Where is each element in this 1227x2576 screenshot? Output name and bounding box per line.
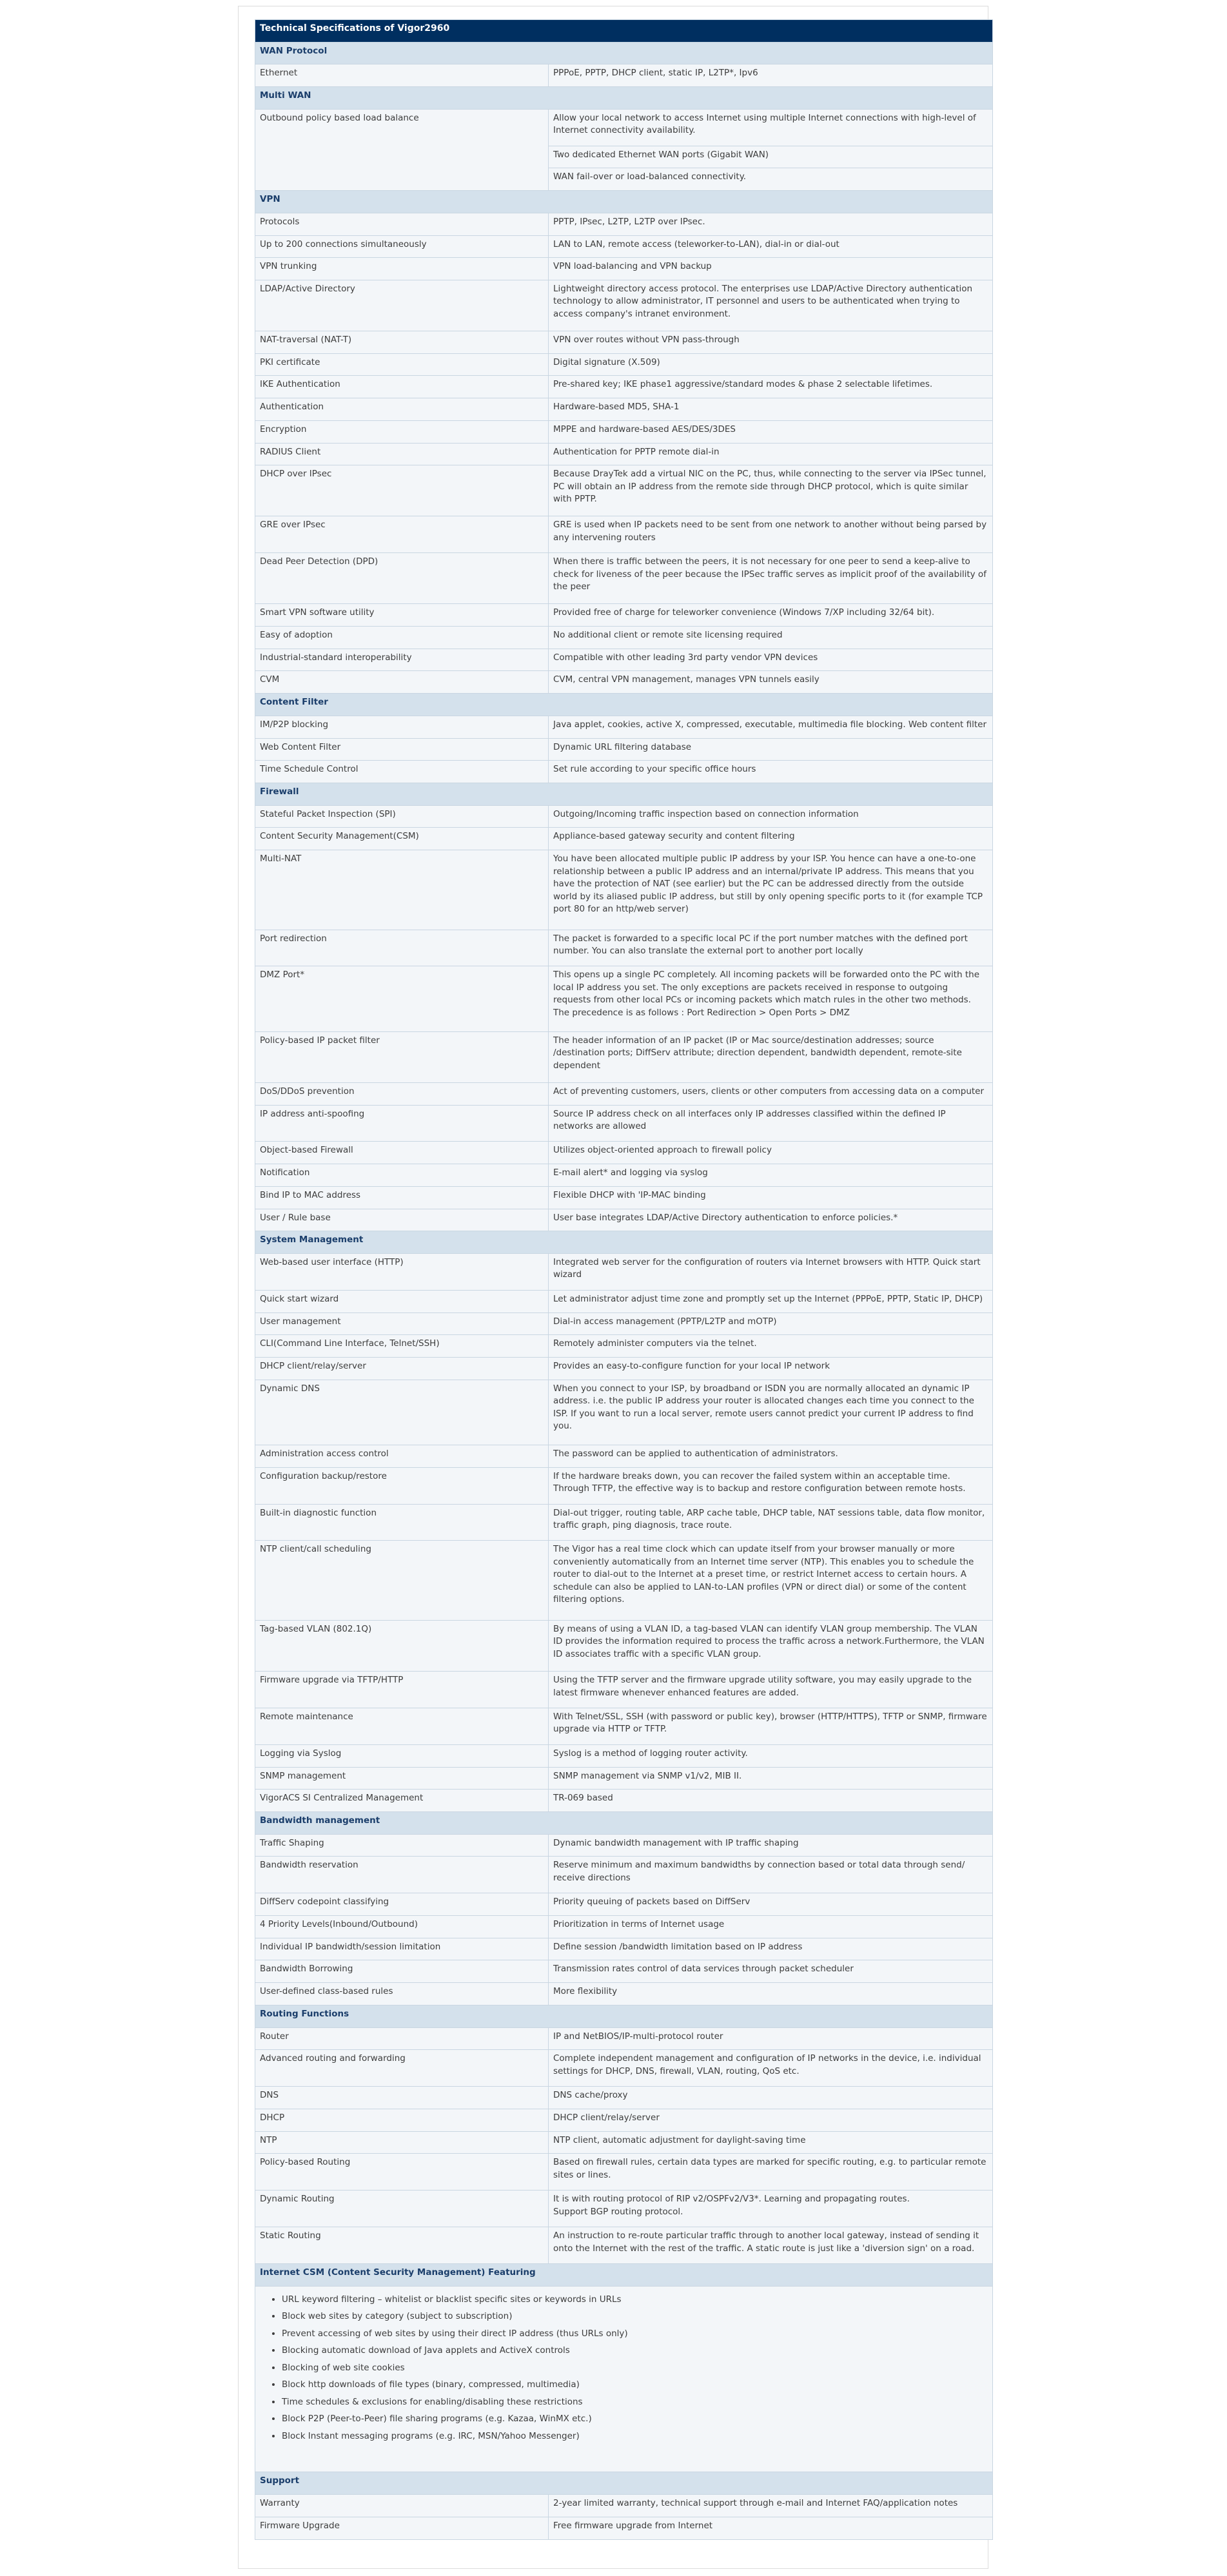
table-row: [255, 1834, 993, 1857]
table-row: [255, 738, 993, 761]
section-heading-content-filter: Content Filter: [255, 694, 993, 716]
table-row: [255, 761, 993, 783]
table-row: [255, 1744, 993, 1767]
spec-label: LDAP/Active Directory: [255, 280, 549, 331]
spec-value: LAN to LAN, remote access (teleworker-to-LAN), dial-in or dial-out: [549, 235, 993, 258]
table-row: [255, 2286, 993, 2472]
spec-label: DHCP client/relay/server: [255, 1357, 549, 1380]
section-row: [255, 2263, 993, 2286]
spec-value: Digital signature (X.509): [549, 353, 993, 376]
spec-label: User / Rule base: [255, 1209, 549, 1231]
spec-label: Firmware Upgrade: [255, 2517, 549, 2539]
spec-label: Bind IP to MAC address: [255, 1186, 549, 1209]
spec-label: PKI certificate: [255, 353, 549, 376]
spec-label: Configuration backup/restore: [255, 1467, 549, 1504]
csm-feature-list: [260, 2292, 988, 2446]
spec-value: Integrated web server for the configuration of routers via Internet browsers with HTTP. Quick start wizard: [549, 1253, 993, 1290]
table-row: [255, 1790, 993, 1812]
spec-label: Dynamic Routing: [255, 2191, 549, 2227]
spec-label: Multi-NAT: [255, 850, 549, 930]
spec-value: Syslog is a method of logging router activity.: [549, 1744, 993, 1767]
table-row: [255, 1380, 993, 1445]
spec-label: Up to 200 connections simultaneously: [255, 235, 549, 258]
spec-label: Firmware upgrade via TFTP/HTTP: [255, 1672, 549, 1708]
table-row: [255, 1960, 993, 1983]
spec-label: Advanced routing and forwarding: [255, 2050, 549, 2087]
table-row: [255, 2027, 993, 2050]
table-row: [255, 805, 993, 828]
spec-value: Prioritization in terms of Internet usage: [549, 1916, 993, 1938]
spec-value: DHCP client/relay/server: [549, 2109, 993, 2131]
spec-label: DHCP over IPsec: [255, 465, 549, 516]
spec-value: The packet is forwarded to a specific local PC if the port number matches with the defined port number. You can also translate the external port to another port locally: [549, 930, 993, 966]
table-row: [255, 2494, 993, 2517]
spec-value: If the hardware breaks down, you can recover the failed system within an acceptable time. Through TFTP, the effective way is to backup and restore configuration between remote hosts.: [549, 1467, 993, 1504]
table-row: [255, 2517, 993, 2539]
spec-value: The header information of an IP packet (IP or Mac source/destination addresses; source /destination ports; DiffServ attribute; direction dependent, bandwidth dependent, remote-site dependent: [549, 1031, 993, 1082]
spec-value: More flexibility: [549, 1983, 993, 2005]
spec-label: DHCP: [255, 2109, 549, 2131]
spec-label: Remote maintenance: [255, 1708, 549, 1744]
spec-label: CLI(Command Line Interface, Telnet/SSH): [255, 1335, 549, 1358]
table-row: [255, 1672, 993, 1708]
spec-value: Appliance-based gateway security and content filtering: [549, 828, 993, 850]
spec-label: RADIUS Client: [255, 443, 549, 465]
table-row: [255, 1445, 993, 1467]
spec-table: [255, 19, 993, 2540]
spec-label: Individual IP bandwidth/session limitation: [255, 1938, 549, 1960]
spec-value: VPN load-balancing and VPN backup: [549, 258, 993, 280]
spec-label: Bandwidth reservation: [255, 1857, 549, 1893]
list-item: • Block web sites by category (subject to subscription): [282, 2308, 988, 2326]
spec-label: 4 Priority Levels(Inbound/Outbound): [255, 1916, 549, 1938]
spec-label: Bandwidth Borrowing: [255, 1960, 549, 1983]
table-row: [255, 1105, 993, 1142]
spec-label: User management: [255, 1312, 549, 1335]
section-row: [255, 1811, 993, 1834]
table-row: [255, 1290, 993, 1312]
spec-value: Java applet, cookies, active X, compressed, executable, multimedia file blocking. Web content filter: [549, 716, 993, 738]
table-row: [255, 604, 993, 627]
spec-label: IM/P2P blocking: [255, 716, 549, 738]
spec-value: Allow your local network to access Internet using multiple Internet connections with high-level of Internet connectivity availability.: [549, 109, 993, 146]
table-row: [255, 516, 993, 553]
section-heading-firewall: Firewall: [255, 783, 993, 805]
spec-value: Because DrayTek add a virtual NIC on the PC, thus, while connecting to the server via IPSec tunnel, PC will obtain an IP address from the remote side through DHCP protocol, which is quite similar with PPTP.: [549, 465, 993, 516]
table-row: [255, 1357, 993, 1380]
table-row: [255, 966, 993, 1031]
spec-value: E-mail alert* and logging via syslog: [549, 1164, 993, 1187]
list-item: • Block http downloads of file types (binary, compressed, multimedia): [282, 2377, 988, 2394]
table-row: [255, 1893, 993, 1916]
spec-value: Act of preventing customers, users, clients or other computers from accessing data on a computer: [549, 1082, 993, 1105]
spec-value: Dynamic URL filtering database: [549, 738, 993, 761]
table-row: [255, 465, 993, 516]
spec-value: CVM, central VPN management, manages VPN tunnels easily: [549, 671, 993, 694]
table-row: [255, 1253, 993, 1290]
spec-label: Authentication: [255, 398, 549, 421]
spec-label: Easy of adoption: [255, 627, 549, 649]
spec-value: User base integrates LDAP/Active Directory authentication to enforce policies.*: [549, 1209, 993, 1231]
spec-label: Content Security Management(CSM): [255, 828, 549, 850]
spec-value: TR-069 based: [549, 1790, 993, 1812]
spec-value: Using the TFTP server and the firmware upgrade utility software, you may easily upgrade to the latest firmware whenever enhanced features are added.: [549, 1672, 993, 1708]
spec-value: GRE is used when IP packets need to be sent from one network to another without being parsed by any intervening routers: [549, 516, 993, 553]
section-row: [255, 1231, 993, 1254]
table-row: [255, 1164, 993, 1187]
spec-value: Lightweight directory access protocol. The enterprises use LDAP/Active Directory authentication technology to allow administrator, IT personnel and users to be authenticated when trying to access company's intranet environment.: [549, 280, 993, 331]
spec-value-line: It is with routing protocol of RIP v2/OSPFv2/V3*. Learning and propagating routes.: [553, 2194, 910, 2205]
spec-label: Encryption: [255, 420, 549, 443]
table-row: [255, 930, 993, 966]
section-row: [255, 2005, 993, 2027]
spec-value: PPPoE, PPTP, DHCP client, static IP, L2TP*, Ipv6: [549, 64, 993, 87]
spec-value: [549, 2191, 993, 2227]
table-row: [255, 376, 993, 398]
table-row: [255, 1620, 993, 1671]
table-row: [255, 2227, 993, 2264]
spec-value: Priority queuing of packets based on DiffServ: [549, 1893, 993, 1916]
table-row: [255, 1142, 993, 1164]
table-row: [255, 280, 993, 331]
section-heading-multi-wan: Multi WAN: [255, 87, 993, 110]
spec-label: DMZ Port*: [255, 966, 549, 1031]
spec-value: NTP client, automatic adjustment for daylight-saving time: [549, 2131, 993, 2154]
spec-label: Smart VPN software utility: [255, 604, 549, 627]
section-heading-routing-functions: Routing Functions: [255, 2005, 993, 2027]
spec-label: Traffic Shaping: [255, 1834, 549, 1857]
list-item: • Time schedules & exclusions for enabling/disabling these restrictions: [282, 2394, 988, 2412]
spec-label: Dead Peer Detection (DPD): [255, 553, 549, 604]
table-row: [255, 1186, 993, 1209]
spec-label: Time Schedule Control: [255, 761, 549, 783]
spec-label: Stateful Packet Inspection (SPI): [255, 805, 549, 828]
section-row: [255, 87, 993, 110]
list-item: • Blocking automatic download of Java applets and ActiveX controls: [282, 2343, 988, 2360]
spec-label: DNS: [255, 2087, 549, 2109]
table-row: [255, 1857, 993, 1893]
table-row: [255, 1767, 993, 1790]
table-row: [255, 353, 993, 376]
spec-value: Dial-out trigger, routing table, ARP cache table, DHCP table, NAT sessions table, data flow monitor, traffic graph, ping diagnosis, trace route.: [549, 1504, 993, 1541]
section-row: [255, 694, 993, 716]
spec-value: Hardware-based MD5, SHA-1: [549, 398, 993, 421]
table-row: [255, 1708, 993, 1744]
spec-value: IP and NetBIOS/IP-multi-protocol router: [549, 2027, 993, 2050]
spec-value: Complete independent management and configuration of IP networks in the device, i.e. individual settings for DHCP, DNS, firewall, VLAN, routing, QoS etc.: [549, 2050, 993, 2087]
spec-value: Set rule according to your specific office hours: [549, 761, 993, 783]
spec-label: Static Routing: [255, 2227, 549, 2264]
section-heading-system-management: System Management: [255, 1231, 993, 1254]
spec-value: Reserve minimum and maximum bandwidths by connection based or total data through send/ receive directions: [549, 1857, 993, 1893]
spec-value: PPTP, IPsec, L2TP, L2TP over IPsec.: [549, 213, 993, 235]
spec-value: Pre-shared key; IKE phase1 aggressive/standard modes & phase 2 selectable lifetimes.: [549, 376, 993, 398]
spec-value: Define session /bandwidth limitation based on IP address: [549, 1938, 993, 1960]
spec-label: Ethernet: [255, 64, 549, 87]
spec-label: DiffServ codepoint classifying: [255, 1893, 549, 1916]
table-row: [255, 627, 993, 649]
csm-feature-cell: [255, 2286, 993, 2472]
spec-value: Remotely administer computers via the telnet.: [549, 1335, 993, 1358]
spec-value: Flexible DHCP with 'IP-MAC binding: [549, 1186, 993, 1209]
spec-value: DNS cache/proxy: [549, 2087, 993, 2109]
list-item: • Blocking of web site cookies: [282, 2360, 988, 2377]
table-row: [255, 716, 993, 738]
table-row: [255, 671, 993, 694]
section-heading-wan-protocol: WAN Protocol: [255, 42, 993, 64]
spec-value: You have been allocated multiple public IP address by your ISP. You hence can have a one-to-one relationship between a public IP address and an internal/private IP address. This means that you have the protection of NAT (see earlier) but the PC can be addressed directly from the outside world by its aliased public IP address, but still by only opening specific ports to it (for example TCP port 80 for an http/web server): [549, 850, 993, 930]
spec-label: Router: [255, 2027, 549, 2050]
list-item: • URL keyword filtering – whitelist or blacklist specific sites or keywords in URLs: [282, 2292, 988, 2309]
spec-label: NTP client/call scheduling: [255, 1541, 549, 1620]
list-item: • Block Instant messaging programs (e.g. IRC, MSN/Yahoo Messenger): [282, 2428, 988, 2446]
spec-value: When there is traffic between the peers, it is not necessary for one peer to send a keep-alive to check for liveness of the peer because the IPSec traffic serves as implicit proof of the availability of the peer: [549, 553, 993, 604]
table-row: [255, 2154, 993, 2191]
table-row: [255, 1541, 993, 1620]
spec-value: MPPE and hardware-based AES/DES/3DES: [549, 420, 993, 443]
spec-value: WAN fail-over or load-balanced connectivity.: [549, 168, 993, 191]
spec-value: This opens up a single PC completely. All incoming packets will be forwarded onto the PC with the local IP address you set. The only exceptions are packets received in response to outgoing requests from other local PCs or incoming packets which match rules in the other two methods. The precedence is as follows : Port Redirection > Open Ports > DMZ: [549, 966, 993, 1031]
spec-value: Provides an easy-to-configure function for your local IP network: [549, 1357, 993, 1380]
spec-label: VigorACS SI Centralized Management: [255, 1790, 549, 1812]
spec-value: When you connect to your ISP, by broadband or ISDN you are normally allocated an dynamic IP address. i.e. the public IP address your router is allocated changes each time you connect to the ISP. If you want to run a local server, remote users cannot predict your current IP address to find you.: [549, 1380, 993, 1445]
table-row: [255, 1467, 993, 1504]
table-row: [255, 213, 993, 235]
spec-label: Protocols: [255, 213, 549, 235]
spec-label: IP address anti-spoofing: [255, 1105, 549, 1142]
section-heading-bandwidth-management: Bandwidth management: [255, 1811, 993, 1834]
section-row: [255, 783, 993, 805]
spec-value: Outgoing/Incoming traffic inspection based on connection information: [549, 805, 993, 828]
spec-label: GRE over IPsec: [255, 516, 549, 553]
table-row: [255, 1082, 993, 1105]
section-row: [255, 191, 993, 213]
spec-label: Outbound policy based load balance: [255, 109, 549, 190]
title-row: [255, 20, 993, 43]
table-row: [255, 1504, 993, 1541]
spec-label: Built-in diagnostic function: [255, 1504, 549, 1541]
spec-value: Utilizes object-oriented approach to firewall policy: [549, 1142, 993, 1164]
list-item: • Prevent accessing of web sites by using their direct IP address (thus URLs only): [282, 2326, 988, 2343]
table-row: [255, 1983, 993, 2005]
table-row: [255, 258, 993, 280]
spec-label: Dynamic DNS: [255, 1380, 549, 1445]
spec-label: Web-based user interface (HTTP): [255, 1253, 549, 1290]
table-row: [255, 2191, 993, 2227]
table-row: [255, 443, 993, 465]
spec-value: The Vigor has a real time clock which can update itself from your browser manually or more conveniently automatically from an Internet time server (NTP). This enables you to schedule the router to dial-out to the Internet at a preset time, or restrict Internet access to certain hours. A schedule can also be applied to LAN-to-LAN profiles (VPN or direct dial) or some of the content filtering options.: [549, 1541, 993, 1620]
table-row: [255, 1031, 993, 1082]
table-row: [255, 828, 993, 850]
spec-value: Let administrator adjust time zone and promptly set up the Internet (PPPoE, PPTP, Static IP, DHCP): [549, 1290, 993, 1312]
spec-label: DoS/DDoS prevention: [255, 1082, 549, 1105]
spec-label: Logging via Syslog: [255, 1744, 549, 1767]
table-row: [255, 2109, 993, 2131]
list-item: • Block P2P (Peer-to-Peer) file sharing programs (e.g. Kazaa, WinMX etc.): [282, 2411, 988, 2428]
spec-value: By means of using a VLAN ID, a tag-based VLAN can identify VLAN group membership. The VLAN ID provides the information required to process the traffic across a network.Furthermore, the VLAN ID associates traffic with a specific VLAN group.: [549, 1620, 993, 1671]
spec-label: User-defined class-based rules: [255, 1983, 549, 2005]
table-row: [255, 553, 993, 604]
table-row: [255, 1916, 993, 1938]
spec-label: IKE Authentication: [255, 376, 549, 398]
table-row: [255, 398, 993, 421]
table-row: [255, 1938, 993, 1960]
spec-label: Notification: [255, 1164, 549, 1187]
spec-value: Source IP address check on all interfaces only IP addresses classified within the defined IP networks are allowed: [549, 1105, 993, 1142]
table-row: [255, 109, 993, 146]
table-row: [255, 1335, 993, 1358]
spec-value: VPN over routes without VPN pass-through: [549, 331, 993, 354]
section-row: [255, 2472, 993, 2495]
spec-label: Port redirection: [255, 930, 549, 966]
spec-value-line: Support BGP routing protocol.: [553, 2206, 683, 2217]
spec-value: Based on firewall rules, certain data types are marked for specific routing, e.g. to particular remote sites or lines.: [549, 2154, 993, 2191]
spec-value: Two dedicated Ethernet WAN ports (Gigabit WAN): [549, 146, 993, 168]
spec-label: Industrial-standard interoperability: [255, 649, 549, 671]
spec-label: CVM: [255, 671, 549, 694]
spec-value: Authentication for PPTP remote dial-in: [549, 443, 993, 465]
spec-label: Quick start wizard: [255, 1290, 549, 1312]
spec-label: Tag-based VLAN (802.1Q): [255, 1620, 549, 1671]
table-row: [255, 1312, 993, 1335]
table-row: [255, 2050, 993, 2087]
spec-value: Dial-in access management (PPTP/L2TP and mOTP): [549, 1312, 993, 1335]
table-row: [255, 2087, 993, 2109]
spec-table-body: [255, 20, 993, 2540]
spec-value: Transmission rates control of data services through packet scheduler: [549, 1960, 993, 1983]
spec-value: The password can be applied to authentication of administrators.: [549, 1445, 993, 1467]
table-row: [255, 649, 993, 671]
spec-value: Provided free of charge for teleworker convenience (Windows 7/XP including 32/64 bit).: [549, 604, 993, 627]
table-row: [255, 1209, 993, 1231]
spec-value: Free firmware upgrade from Internet: [549, 2517, 993, 2539]
spec-label: VPN trunking: [255, 258, 549, 280]
spec-value: Compatible with other leading 3rd party vendor VPN devices: [549, 649, 993, 671]
table-row: [255, 2131, 993, 2154]
spec-value: An instruction to re-route particular traffic through to another local gateway, instead of sending it onto the Internet with the rest of the traffic. A static route is just like a 'diversion sign' on a road.: [549, 2227, 993, 2264]
spec-value: No additional client or remote site licensing required: [549, 627, 993, 649]
spec-value: With Telnet/SSL, SSH (with password or public key), browser (HTTP/HTTPS), TFTP or SNMP, firmware upgrade via HTTP or TFTP.: [549, 1708, 993, 1744]
spec-label: Policy-based IP packet filter: [255, 1031, 549, 1082]
table-row: [255, 64, 993, 87]
section-heading-internet-csm-content-security-management-featuring: Internet CSM (Content Security Management) Featuring: [255, 2263, 993, 2286]
table-row: [255, 850, 993, 930]
section-heading-support: Support: [255, 2472, 993, 2495]
table-row: [255, 420, 993, 443]
section-heading-vpn: VPN: [255, 191, 993, 213]
spec-label: NAT-traversal (NAT-T): [255, 331, 549, 354]
spec-label: Object-based Firewall: [255, 1142, 549, 1164]
table-title: Technical Specifications of Vigor2960: [255, 20, 993, 43]
spec-value: 2-year limited warranty, technical support through e-mail and Internet FAQ/application notes: [549, 2494, 993, 2517]
section-row: [255, 42, 993, 64]
spec-label: Warranty: [255, 2494, 549, 2517]
spec-label: Administration access control: [255, 1445, 549, 1467]
spec-value: Dynamic bandwidth management with IP traffic shaping: [549, 1834, 993, 1857]
table-row: [255, 331, 993, 354]
spec-label: Web Content Filter: [255, 738, 549, 761]
spec-label: SNMP management: [255, 1767, 549, 1790]
table-row: [255, 235, 993, 258]
spec-label: NTP: [255, 2131, 549, 2154]
spec-value: SNMP management via SNMP v1/v2, MIB II.: [549, 1767, 993, 1790]
spec-label: Policy-based Routing: [255, 2154, 549, 2191]
